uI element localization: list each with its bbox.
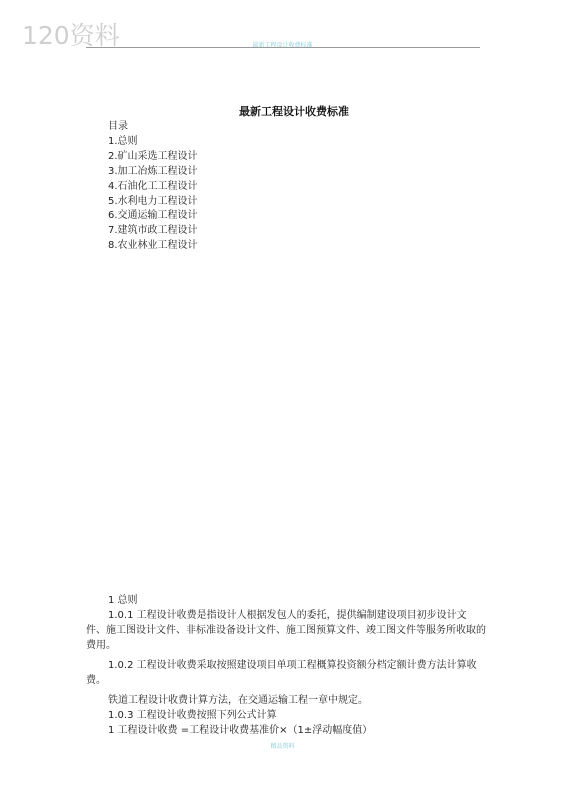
toc-heading: 目录: [108, 121, 128, 132]
toc-item: 6.交通运输工程设计: [108, 210, 198, 222]
toc-item: 7.建筑市政工程设计: [108, 225, 198, 237]
formula-1: 1 工程设计收费 =工程设计收费基准价×（1±浮动幅度值）: [108, 725, 373, 736]
toc-item: 3.加工冶炼工程设计: [108, 165, 198, 177]
section-heading: 1 总则: [108, 595, 138, 606]
running-header: 最新工程设计收费标准: [252, 42, 313, 49]
paragraph-1-0-1: 1.0.1 工程设计收费是指设计人根据发包人的委托，提供编制建设项目初步设计文件、施工图设计文件、非标准设备设计文件、施工图预算文件、竣工图文件等服务所收取的费用。: [86, 610, 486, 651]
toc-item: 2.矿山采选工程设计: [108, 150, 198, 162]
toc-item: 1.总则: [108, 135, 138, 147]
table-of-contents: [108, 120, 198, 254]
toc-item: 8.农业林业工程设计: [108, 240, 198, 252]
paragraph-railway: 铁道工程设计收费计算方法，在交通运输工程一章中规定。: [108, 695, 368, 706]
header-rule: [86, 47, 480, 48]
paragraph-1-0-3: 1.0.3 工程设计收费按照下列公式计算: [108, 710, 277, 721]
running-footer: 精品资料: [270, 743, 295, 750]
watermark: 120资料: [22, 21, 120, 50]
body-text: [86, 593, 486, 738]
toc-item: 5.水利电力工程设计: [108, 195, 198, 207]
document-title: 最新工程设计收费标准: [239, 105, 349, 118]
paragraph-1-0-2: 1.0.2 工程设计收费采取按照建设项目单项工程概算投资额分档定额计费方法计算收费。: [86, 660, 477, 686]
toc-item: 4.石油化工工程设计: [108, 180, 198, 192]
